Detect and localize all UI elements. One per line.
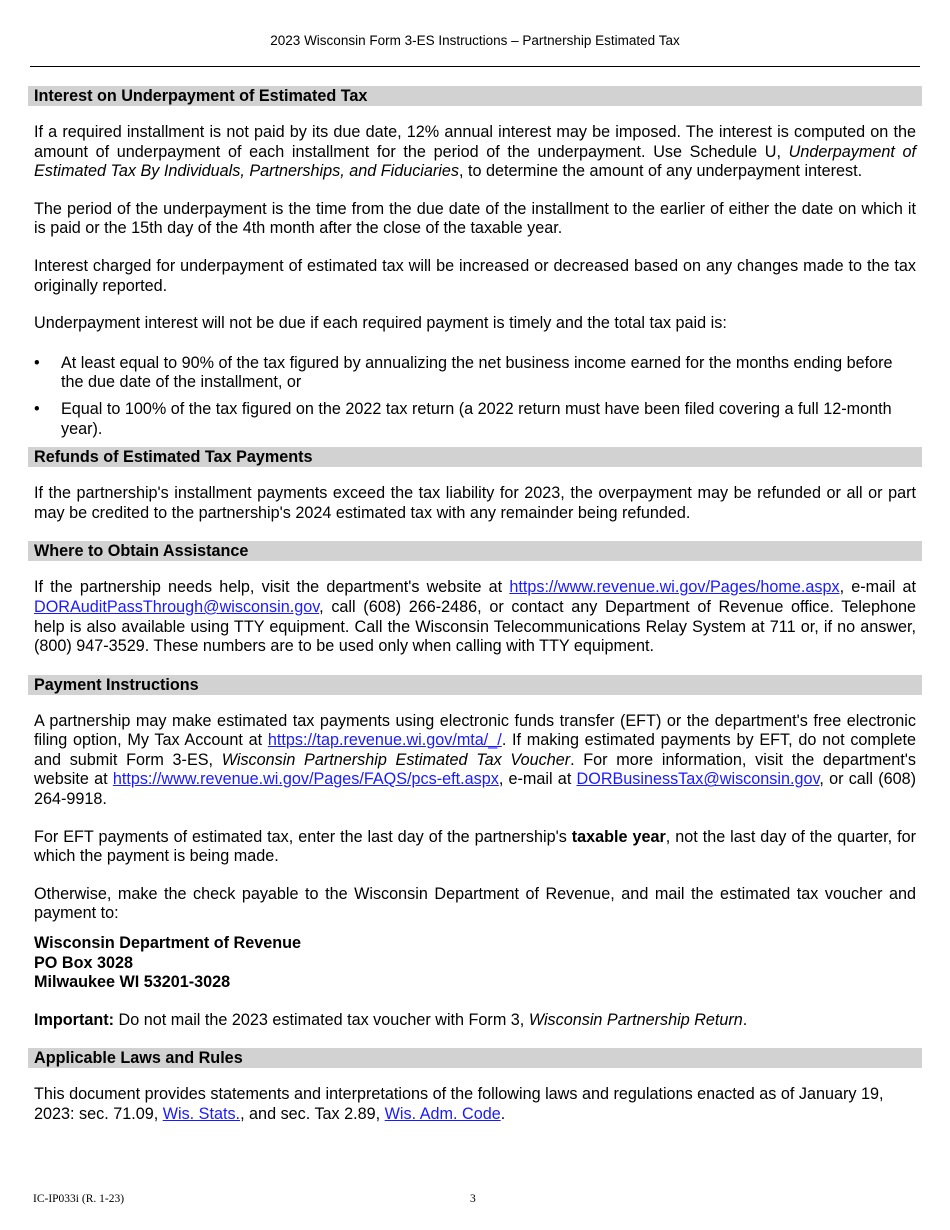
section-heading-assistance: Where to Obtain Assistance — [28, 541, 922, 561]
revenue-website-link[interactable]: https://www.revenue.wi.gov/Pages/home.aspx — [509, 578, 840, 597]
refunds-paragraph: If the partnership's installment payments exceed the tax liability for 2023, the overpayment may be refunded or all or part may be credited to the partnership's 2024 estimated tax with any remainder being refunded. — [34, 484, 916, 522]
interest-paragraph-2: The period of the underpayment is the time from the due date of the installment to the earlier of either the date on which it is paid or the 15th day of the 4th month after the close of the taxable year. — [34, 199, 916, 238]
wis-stats-link[interactable]: Wis. Stats. — [162, 1105, 241, 1123]
important-label: Important: — [34, 1010, 115, 1029]
wis-adm-code-link[interactable]: Wis. Adm. Code — [384, 1105, 501, 1123]
section-heading-payment: Payment Instructions — [28, 675, 922, 695]
interest-bullet-list — [28, 354, 922, 439]
header-divider — [30, 66, 920, 67]
address-line: PO Box 3028 — [34, 953, 133, 972]
voucher-title: Wisconsin Partnership Estimated Tax Voucher — [221, 750, 571, 769]
address-line: Wisconsin Department of Revenue — [34, 934, 301, 953]
taxable-year-emphasis: taxable year — [571, 827, 666, 846]
audit-passthrough-email-link[interactable]: DORAuditPassThrough@wisconsin.gov — [34, 597, 320, 616]
bullet-item: • At least equal to 90% of the tax figured by annualizing the net business income earned for the months ending before the due date of the installment, or — [28, 354, 922, 393]
page-number: 3 — [470, 1193, 476, 1205]
business-tax-email-link[interactable]: DORBusinessTax@wisconsin.gov — [576, 770, 820, 789]
page-header: 2023 Wisconsin Form 3-ES Instructions – Partnership Estimated Tax — [270, 33, 680, 48]
section-heading-refunds: Refunds of Estimated Tax Payments — [28, 447, 922, 467]
section-heading-interest: Interest on Underpayment of Estimated Tax — [28, 86, 922, 106]
interest-paragraph-1: If a required installment is not paid by its due date, 12% annual interest may be imposed. The interest is computed on the amount of underpayment of each installment for the period of the underpayment. Use Schedule U, Underpayment of Estimated Tax By Individuals, Partnerships, and Fiduciaries, to determine the amount of any underpayment interest. — [34, 123, 916, 181]
laws-paragraph: This document provides statements and interpretations of the following laws and regulations enacted as of January 19, 2023: sec. 71.09, Wis. Stats., and sec. Tax 2.89, Wis. Adm. Code. — [34, 1085, 884, 1123]
interest-paragraph-4: Underpayment interest will not be due if each required payment is timely and the total tax paid is: — [34, 314, 727, 333]
document-body — [28, 86, 922, 1143]
important-note: Important: Do not mail the 2023 estimated tax voucher with Form 3, Wisconsin Partnership Return. — [34, 1010, 748, 1029]
interest-paragraph-3: Interest charged for underpayment of estimated tax will be increased or decreased based on any changes made to the tax originally reported. — [34, 256, 916, 295]
schedule-u-title: Underpayment of Estimated Tax By Individuals, Partnerships, and Fiduciaries — [34, 142, 916, 181]
section-heading-laws: Applicable Laws and Rules — [28, 1048, 922, 1068]
form-identifier: IC-IP033i (R. 1-23) — [33, 1193, 125, 1205]
mail-check-paragraph: Otherwise, make the check payable to the Wisconsin Department of Revenue, and mail the estimated tax voucher and payment to: — [34, 884, 916, 923]
address-line: Milwaukee WI 53201-3028 — [34, 973, 231, 992]
mailing-address — [28, 934, 922, 993]
eft-faq-link[interactable]: https://www.revenue.wi.gov/Pages/FAQS/pcs-eft.aspx — [112, 770, 499, 789]
form3-title: Wisconsin Partnership Return — [528, 1010, 743, 1029]
eft-paragraph: For EFT payments of estimated tax, enter the last day of the partnership's taxable year, not the last day of the quarter, for which the payment is being made. — [34, 827, 916, 866]
assistance-paragraph: If the partnership needs help, visit the department's website at https://www.revenue.wi.gov/Pages/home.aspx, e-mail at DORAuditPassThrough@wisconsin.gov, call (608) 266-2486, or contact any Department of Revenue office. Telephone help is also available using TTY equipment. Call the Wisconsin Telecommunications Relay System at 711 or, if no answer, (800) 947-3529. These numbers are to be used only when calling with TTY equipment. — [34, 578, 916, 656]
bullet-item: • Equal to 100% of the tax figured on the 2022 tax return (a 2022 return must have been filed covering a full 12-month year). — [28, 400, 922, 439]
my-tax-account-link[interactable]: https://tap.revenue.wi.gov/mta/_/ — [267, 731, 502, 750]
payment-paragraph-1: A partnership may make estimated tax payments using electronic funds transfer (EFT) or the department's free electronic filing option, My Tax Account at https://tap.revenue.wi.gov/mta/_/. If making estimated payments by EFT, do not complete and submit Form 3-ES, Wisconsin Partnership Estimated Tax Voucher. For more information, visit the department's website at https://www.revenue.wi.gov/Pages/FAQS/pcs-eft.aspx, e-mail at DORBusinessTax@wisconsin.gov, or call (608) 264-9918. — [34, 711, 916, 809]
